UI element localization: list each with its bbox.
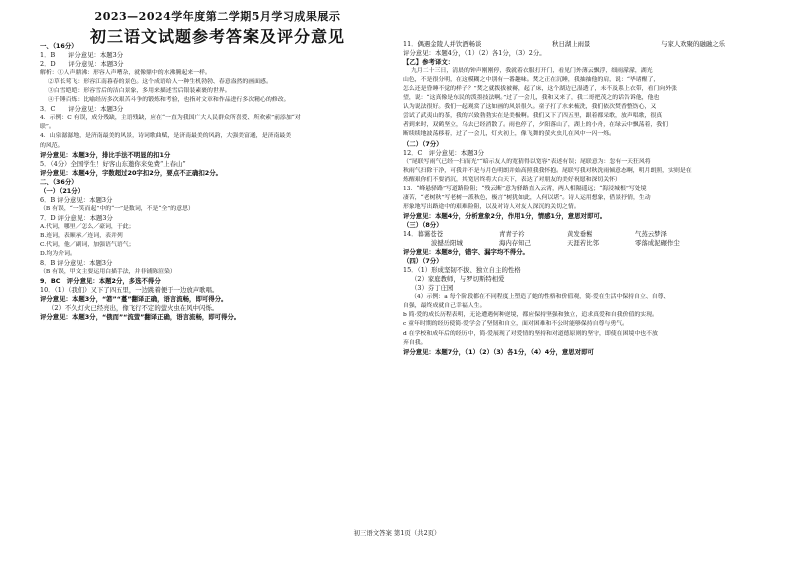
answer-line: 1．B 评分意见：本题3分	[40, 51, 124, 60]
score-note: 评分意见：本题3分，“箬”“蔓”翻译正确，语言流畅，即可得分。	[40, 295, 228, 304]
translation-line: 望，说：“这真像是东民的泼墨技法啊。”过了一会儿，我和又来了，我二哥把茂之的话告诉他，他也	[403, 95, 660, 102]
answer-line: 自强，最终成就自己幸福人生。	[403, 303, 486, 310]
answer-line: 10．（1）（我们）又下了四五里，一边跳着便于一边放声歌唱。	[40, 286, 219, 295]
answer-key-title: 初三语文试题参考答案及评分意见	[89, 27, 345, 46]
score-note: 评分意见：本题3分，排比手法不明显的扣1分	[40, 150, 171, 159]
q14-row2	[403, 239, 755, 248]
q14-answer: 零落成泥碾作尘	[635, 239, 680, 248]
answer-line: 弃自我。	[403, 339, 427, 346]
translation-line: 尝试了武夷山的茶，我的兴致勃勃实在是美极啊。我们又下了四五里，跟着都采歌，放声唱歌，很真	[403, 113, 663, 120]
answer-line: 形象地写出路途中的艰难险阻，以及对诗人对友人深沉的关切之情。	[403, 203, 580, 210]
left-column	[40, 42, 395, 322]
score-note: 评分意见：本题4分，（1）（2）各1分，（3）2分。	[403, 49, 546, 58]
answer-line: （2）不久灯火已经亮出，像飞行不定的萤火虫在风中闪烁。	[48, 304, 219, 313]
answer-line: 联”。	[40, 124, 55, 131]
answer-line: 4．示例：C 有误，成分残缺，主语残缺，应在“一直为我国广大人民群众所喜爱、所欢索”前添加“对	[40, 115, 301, 122]
subsection-heading: （一）（21分）	[40, 186, 85, 195]
explanation-line: ④千锤百炼：比喻经历多次艰苦斗争的锻炼和考验，也指对文章和作品进行多次精心的修改。	[48, 97, 290, 104]
section-two-heading: 二、（36分）	[40, 177, 78, 186]
q14-row1	[403, 230, 755, 239]
explanation-line: 解析：①人声鼎沸：形容人声嘈杂，就像鼎中的水沸腾起来一样。	[40, 70, 211, 77]
explanation-line: 炼醒艰你们不要消沉，其宽居终将大白天下，表达了对朋友的美好祝愿和深切关怀）	[403, 176, 621, 183]
answer-line: d 在学校和成年后的经历中，简·爱展现了对爱情的坚持和对道德原则的坚守，即使在困境中也不放	[403, 330, 658, 337]
translation-line: 九月二十三日，清晨的钟声刚刚停，我就着衣服打开门，看见门外薄云飘浮，细雨濛濛，湖光	[411, 68, 653, 75]
answer-line: （4）示例：a 每个阶段都在不同程度上塑造了她的性格和价值观，简·爱在生活中保持自立、自尊、	[411, 294, 670, 301]
answer-line: b 简·爱的成长历程表明，无论遭遇何种逆境，都应保持坚强和独立，追求真爱和自我价值的实现。	[403, 312, 658, 319]
translation-line: 山色，不是很分明，在这模糊之中别有一番趣味。焚之正在沉睡，我抽抽他的肩，说：“毕诸醒了，	[403, 77, 660, 84]
answer-line: 8．B 评分意见：本题3分	[40, 259, 113, 268]
exam-header-title: 2023—2024学年度第二学期5月学习成果展示	[94, 10, 341, 23]
q11-answer	[403, 40, 755, 49]
q11-part1: 11．偶遇金陵人并饮酒畅谈	[403, 40, 482, 48]
answer-line: 凄苦，“老树秋”写老树一派秋色，极言“树犹如此，人何以堪”。诗人运用想象，借景抒情，生动	[403, 194, 651, 201]
score-note: 评分意见：本题4分，字数超过20字扣2分，要点不正确扣2分。	[40, 168, 222, 177]
answer-line: 12．C 评分意见：本题3分	[403, 148, 484, 157]
explanation-line: ②草长莺飞：形容江南暮春的景色。这个成语给人一种生机勃勃、春意盎然的画面感。	[48, 79, 272, 86]
explanation-line: D.均为介词。	[40, 251, 76, 258]
translation-line: 断续续地波荡移着，过了一会儿，灯火初上，像飞舞的萤火虫儿在风中一闪一烁。	[403, 131, 616, 138]
answer-line: 2．D 评分意见：本题3分	[40, 60, 124, 69]
answer-line: c 童年时期的经历使简·爱学会了坚韧和自立，面对困难和不公时能够保持自尊与勇气。	[403, 321, 628, 328]
answer-line: （2）家庭教师，与罗切斯特相爱	[411, 275, 505, 284]
q14-answer: 青青子衿	[499, 229, 525, 238]
score-note: 评分意见：本题3分，“俄而”“流萤”翻译正确，语言流畅，即可得分。	[40, 313, 241, 322]
subsection-heading: （三）（8分）	[403, 220, 443, 229]
score-note: 评分意见：本题7分，（1）（2）（3）各1分，（4）4分，意思对即可	[403, 347, 594, 356]
explanation-line: （B 有误，“一笑而起”中的“一”是数词，不是“全”的意思）	[40, 205, 194, 212]
translation-line: 怎么还是昏睡不觉的样子？”焚之就拨拔被褥，起了床，这个湖边已湿透了，未不及系上衣带，看门向外张	[403, 86, 677, 93]
answer-line: 7．D 评分意见：本题3分	[40, 213, 113, 222]
q11-part3: 与家人欢聚的融融之乐	[661, 40, 725, 48]
explanation-line: A.代词，哪里／怎么／豪词，于此；	[40, 223, 135, 230]
q14-answer: 气蒸云梦泽	[635, 229, 667, 238]
q14-answer: 黄发垂髫	[567, 229, 593, 238]
score-note: 评分意见：本题8分，错字、漏字均不得分。	[403, 248, 529, 257]
section-one-heading: 一、（16分）	[40, 42, 78, 50]
answer-line: 15．（1）形成坚韧不拔、独立自主的性格	[403, 266, 521, 275]
q11-part2: 秋日湖上雨景	[552, 40, 591, 48]
answer-line: 4．山泉潺潺地，是济南最美的风景，诗词歌曲赋，是济南最美的风韵，大强美富通，是济南最美	[40, 133, 292, 140]
q14-answer: 14．暮霭苍苍	[403, 229, 444, 238]
answer-line: 5．（4分）全国学生！好客山东邀你来免费“上春山”	[40, 159, 186, 168]
explanation-line: B.连词，表顺承／连词，表并列	[40, 232, 123, 239]
right-column	[403, 40, 755, 357]
translation-line: 者到来时，双鹤坚立，乌去已经消散了。雨也停了，夕阳落山了，湖上的小舟，在绿云中飘荡着，我们	[403, 122, 669, 129]
answer-line: 的风范。	[40, 142, 64, 149]
q14-answer: 波撼岳阳城	[431, 239, 463, 248]
answer-line: 13．“峰悬驿路”写道路险阻；“残云断”意为驿路直入云霄，两人相隔遥远；“海浸城根”写处境	[403, 185, 647, 192]
explanation-line: （B 有误，甲文主要运用白描手法，并非铺陈渲染）	[40, 269, 176, 276]
page-footer: 初三语文答案 第1页（共2页）	[353, 529, 441, 537]
subsection-heading: （四）（7分）	[403, 257, 443, 266]
q14-answer: 海内存知己	[499, 239, 531, 248]
q14-answer: 天涯若比邻	[567, 239, 599, 248]
subsection-heading: （二）（7分）	[403, 139, 443, 148]
answer-line: 3．C 评分意见：本题3分	[40, 105, 124, 114]
explanation-line: ③白雪皑皑：形容雪后的洁白景象，多用来描述雪后银装素裹的世界。	[48, 88, 231, 95]
translation-heading: 【乙】参考译文：	[403, 58, 455, 67]
explanation-line: 秋雨气扫除干净，可我并不是与月色明朗并始高照我我怀抱。尾联写我对秋洗雨倾意态啊，明月朗照，实则是在	[403, 167, 692, 174]
explanation-line: C.代词，他／副词，加强语气语气；	[40, 242, 135, 249]
score-note: 9．BC 评分意见：本题2分，多选不得分	[40, 277, 161, 286]
answer-line: 6．B 评分意见：本题3分	[40, 195, 113, 204]
score-note: 评分意见：本题4分，分析意象2分，作用1分，情感1分，意思对即可。	[403, 211, 607, 220]
explanation-line: （“尾联写雨气已经一扫而光”“暗示友人的宽猜得以宽容”表述有误；尾联意为：忽有一天狂风将	[403, 158, 651, 165]
translation-line: 认为说法很好。我们一起观赏了这如画的风景很久。童子打了水来梳洗，我们依次焚香整饬心，又	[403, 104, 657, 111]
answer-line: （3）芬丁庄园	[411, 284, 454, 293]
